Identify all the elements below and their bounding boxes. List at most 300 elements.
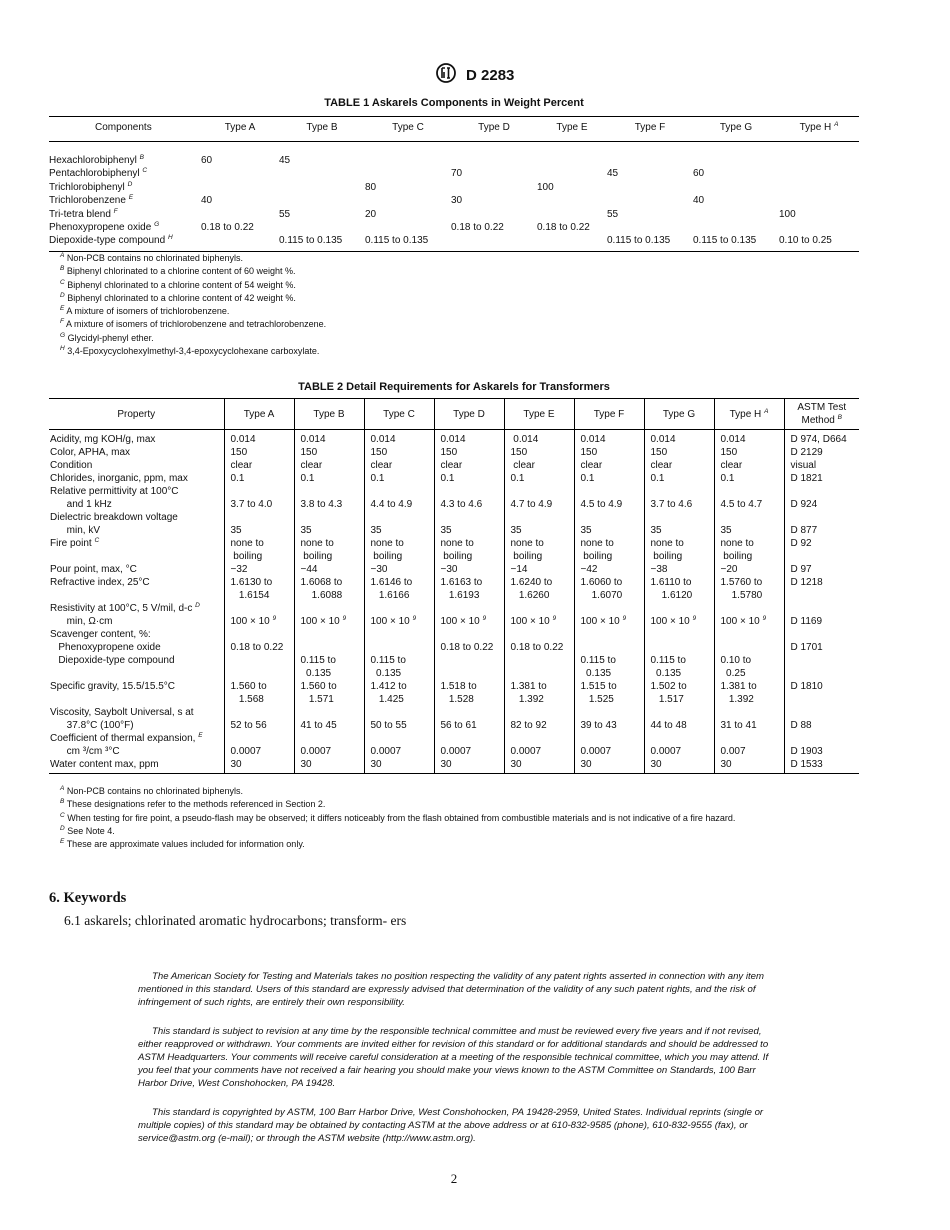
table2-cell: [784, 602, 859, 615]
table2-cell: [574, 667, 644, 680]
table2-cell: [224, 680, 294, 693]
table2-cell: [644, 654, 714, 667]
table1-cell: [201, 154, 279, 167]
table1-col-label: Type A: [224, 122, 256, 133]
table2-cell: [784, 485, 859, 498]
table2-cell: [434, 667, 504, 680]
table2-cell-value: 35: [650, 525, 662, 536]
table1-cell: [451, 221, 537, 234]
astm-logo-icon: [436, 63, 456, 88]
table2-cell-value: 0.135: [370, 668, 402, 679]
table2-cell: [224, 641, 294, 654]
table2-cell-value: D 877: [790, 525, 818, 536]
table1-row-label: [49, 221, 201, 234]
table1-cell-value: 20: [365, 208, 377, 220]
table2-cell-value: boiling: [230, 551, 263, 562]
table2-cell: [574, 563, 644, 576]
table2-cell-value: 0.014: [510, 434, 539, 445]
table2-cell-value: 1.6120: [650, 590, 693, 601]
table2-row: [49, 602, 859, 615]
table2-cell-value: clear: [300, 460, 323, 471]
table2-cell: [574, 602, 644, 615]
table2-cell: [364, 706, 434, 719]
table2-cell: [714, 576, 784, 589]
table2-cell: [364, 485, 434, 498]
table2-row: [49, 667, 859, 680]
table2-cell-value: none to: [720, 538, 754, 549]
table2-cell-value: 1.6240 to: [510, 577, 553, 588]
table2-row-name: Specific gravity, 15.5/15.5°C: [50, 681, 175, 692]
table2-cell-value: 150: [720, 447, 738, 458]
table1-cell: [451, 167, 537, 180]
table1-row-name: Phenoxypropene oxide: [49, 221, 152, 233]
table2-row-label: [49, 667, 224, 680]
table2-cell: [504, 745, 574, 758]
table2-cell-value: 30: [650, 759, 662, 770]
table2-footnote-text: When testing for fire point, a pseudo-flash may be observed; it differs noticeably from the flash obtained from combustible materials and is not indicative of a fire hazard.: [67, 812, 736, 823]
table2-cell: [504, 524, 574, 537]
table2-cell-value: 1.6060 to: [580, 577, 623, 588]
table2-row-label: [49, 576, 224, 589]
table2-cell: [714, 459, 784, 472]
table2-cell-value: 150: [440, 447, 458, 458]
table2-footnote-mark: C: [60, 811, 65, 819]
table2-cell-value: 1.392: [720, 694, 754, 705]
table2-row-name: Dielectric breakdown voltage: [50, 512, 178, 523]
table2-col-header: [504, 399, 574, 430]
table2-row: [49, 576, 859, 589]
table2-cell-value: 30: [720, 759, 732, 770]
table1-cell: [451, 194, 537, 207]
table2-cell-value: 4.5 to 4.9: [580, 499, 623, 510]
table2-footnote: [60, 825, 735, 838]
table2-cell-value: D 1533: [790, 759, 823, 770]
table2-cell-value: 52 to 56: [230, 720, 267, 731]
table2-cell-value: 1.528: [440, 694, 474, 705]
table2-cell: [364, 641, 434, 654]
table2-cell-value: boiling: [580, 551, 613, 562]
table1-footnote-mark: H: [60, 345, 65, 353]
table2-row-note: D: [195, 602, 200, 609]
table2-cell-value: 0.1: [580, 473, 595, 484]
table2-cell-value: 150: [580, 447, 598, 458]
table2-cell: [364, 732, 434, 745]
table2-row-name: min, Ω·cm: [50, 616, 113, 627]
table2-row-label: [49, 745, 224, 758]
table1-cell: [279, 194, 365, 207]
table2-cell: [644, 498, 714, 511]
table1-cell: [607, 154, 693, 167]
table2-cell: [714, 537, 784, 550]
table2-cell-value: D 1810: [790, 681, 823, 692]
table1-cell-value: 55: [607, 208, 619, 220]
table2-cell-value: 1.517: [650, 694, 684, 705]
table2-cell: [574, 693, 644, 706]
table2-cell: [504, 563, 574, 576]
table2-cell-value: 100 × 10: [510, 616, 550, 627]
table1-cell-value: 0.18 to 0.22: [451, 221, 504, 233]
table1-cell-value: 45: [279, 155, 291, 166]
table1-cell: [365, 167, 451, 180]
table2-cell: [574, 537, 644, 550]
table2-cell: [504, 693, 574, 706]
table2-cell-value: D 1821: [790, 473, 823, 484]
table2-row-label: [49, 485, 224, 498]
table2-footnote: [60, 838, 735, 851]
table1-col-header: [537, 117, 607, 142]
table2-cell-value: 4.7 to 4.9: [510, 499, 553, 510]
table1-cell: [779, 154, 859, 167]
table1-cell-value: 0.18 to 0.22: [201, 221, 254, 233]
table1-footnote-mark: G: [60, 331, 66, 339]
table2-cell: [644, 667, 714, 680]
table2-cell: [434, 641, 504, 654]
table2-cell: [504, 537, 574, 550]
table2-cell: [574, 589, 644, 602]
table2-cell-value: none to: [510, 538, 544, 549]
table2-row: [49, 459, 859, 472]
table2-cell: [784, 719, 859, 732]
table1-cell: [201, 167, 279, 180]
table2-row-name: Phenoxypropene oxide: [50, 642, 161, 653]
table1-footnote: [60, 318, 326, 331]
table2-col-header: [714, 399, 784, 430]
table2-cell: [224, 511, 294, 524]
table2-cell: [434, 693, 504, 706]
table2-cell-value: 3.7 to 4.0: [230, 499, 273, 510]
table2-cell: [294, 693, 364, 706]
table1-cell: [365, 221, 451, 234]
table1-cell: [693, 154, 779, 167]
table2-cell-value: 150: [300, 447, 318, 458]
table1-cell-value: 0.115 to 0.135: [279, 235, 343, 247]
table2-row-label: [49, 498, 224, 511]
table2-cell-value: 0.18 to 0.22: [230, 642, 284, 653]
table1-col-header: [279, 117, 365, 142]
table2-cell: [714, 485, 784, 498]
table2-row: [49, 511, 859, 524]
table2-cell: [434, 615, 504, 628]
table2-cell-value: 150: [650, 447, 668, 458]
table2-cell: [294, 641, 364, 654]
table1-cell: [693, 221, 779, 234]
table2-cell: [294, 680, 364, 693]
table2-cell-value: D 1169: [790, 616, 823, 627]
table2-cell: [784, 680, 859, 693]
table2-cell-value: none to: [230, 538, 264, 549]
table2-cell: [574, 430, 644, 447]
table1-col-header: [607, 117, 693, 142]
table2-row-note: E: [198, 732, 203, 739]
table2-cell: [784, 459, 859, 472]
table2-row-label: [49, 472, 224, 485]
table2-cell: [714, 654, 784, 667]
table1-row-label: [49, 181, 201, 194]
table2-cell-value: 1.6193: [440, 590, 480, 601]
table1-footnote: [60, 332, 326, 345]
table2-cell-value: 1.525: [580, 694, 614, 705]
table2-cell: [364, 628, 434, 641]
table1-row-name: Tri-tetra blend: [49, 208, 111, 220]
table2-row: [49, 537, 859, 550]
table2-row-label: [49, 511, 224, 524]
table2-cell-exponent: 9: [412, 615, 417, 622]
table2-cell: [434, 472, 504, 485]
table1-cell: [451, 154, 537, 167]
table2-cell: [784, 446, 859, 459]
table2-cell-value: 0.135: [650, 668, 682, 679]
table2-cell: [784, 576, 859, 589]
table2-cell: [434, 680, 504, 693]
table2-cell-value: boiling: [440, 551, 473, 562]
table2-cell: [294, 511, 364, 524]
table2-footnotes: [60, 785, 735, 851]
table2-footnote: [60, 798, 735, 811]
table2-cell: [504, 758, 574, 774]
table2-cell: [224, 667, 294, 680]
table2-cell: [714, 615, 784, 628]
table2-cell: [294, 430, 364, 447]
table2-cell: [644, 563, 714, 576]
table2-cell: [504, 602, 574, 615]
table2-cell: [714, 550, 784, 563]
table2-cell-value: 1.571: [300, 694, 334, 705]
table2-cell: [504, 706, 574, 719]
table2-cell: [224, 693, 294, 706]
table1-footnote: [60, 265, 326, 278]
table2-cell: [434, 719, 504, 732]
table2-cell: [294, 576, 364, 589]
table2-cell-value: 82 to 92: [510, 720, 547, 731]
table2-cell: [434, 602, 504, 615]
table2-row: [49, 550, 859, 563]
table2-col-label: ASTM Test Method: [797, 402, 847, 426]
table2-cell: [294, 524, 364, 537]
table2-cell: [364, 430, 434, 447]
table2-cell-value: 30: [580, 759, 592, 770]
table1-row-label: [49, 167, 201, 180]
table2-cell: [714, 472, 784, 485]
table2-row-name: Pour point, max, °C: [50, 564, 137, 575]
table1-cell: [279, 221, 365, 234]
table2-cell-value: clear: [650, 460, 673, 471]
table2-row: [49, 498, 859, 511]
table2-cell: [714, 524, 784, 537]
table2-cell-value: −14: [510, 564, 528, 575]
table2-cell: [574, 511, 644, 524]
table1-cell: [779, 194, 859, 207]
table2-cell-value: 100 × 10: [650, 616, 690, 627]
table1-cell: [537, 194, 607, 207]
table2-cell-value: −32: [230, 564, 248, 575]
table2-row-label: [49, 563, 224, 576]
table2-cell-value: 31 to 41: [720, 720, 757, 731]
table2-caption: TABLE 2 Detail Requirements for Askarels for Transformers: [298, 381, 610, 393]
table2-cell-value: 0.0007: [650, 746, 682, 757]
table2-cell-value: 30: [370, 759, 382, 770]
table2-row-name: Refractive index, 25°C: [50, 577, 150, 588]
table1-cell: [365, 154, 451, 167]
table2-cell: [294, 459, 364, 472]
table2-cell-value: none to: [370, 538, 404, 549]
table2-cell: [784, 511, 859, 524]
table1-col-header: [49, 117, 201, 142]
table2-cell: [364, 511, 434, 524]
table2-cell: [364, 719, 434, 732]
table2-cell: [364, 472, 434, 485]
table2-cell: [364, 680, 434, 693]
table1-row-label: [49, 154, 201, 167]
table2-cell-value: 1.6088: [300, 590, 343, 601]
table2-col-label: Type B: [313, 408, 345, 420]
table2-cell-value: 4.3 to 4.6: [440, 499, 483, 510]
table2-cell: [294, 615, 364, 628]
table2-cell-value: 4.4 to 4.9: [370, 499, 413, 510]
table2-row-label: [49, 732, 224, 745]
table2-cell-value: 1.6130 to: [230, 577, 273, 588]
table2-cell-value: none to: [650, 538, 684, 549]
table1-footnote-text: A mixture of isomers of trichlorobenzene and tetrachlorobenzene.: [66, 319, 327, 330]
table2-cell-value: 1.425: [370, 694, 404, 705]
table1-cell: [779, 181, 859, 194]
table2-cell: [574, 745, 644, 758]
table2-cell-value: 1.392: [510, 694, 544, 705]
table2-cell-value: boiling: [650, 551, 683, 562]
table1-cell: [537, 208, 607, 221]
table2-cell: [644, 615, 714, 628]
table2-cell-exponent: 9: [762, 615, 767, 622]
table2-row-name: Water content max, ppm: [50, 759, 159, 770]
table2-cell: [644, 472, 714, 485]
table1-footnote-text: Glycidyl-phenyl ether.: [67, 332, 154, 343]
table1-row-note: E: [128, 194, 134, 202]
table2-cell: [364, 498, 434, 511]
table2-cell: [364, 537, 434, 550]
table1-row: [49, 221, 859, 234]
table2-cell: [224, 732, 294, 745]
table2-cell: [714, 745, 784, 758]
table2-cell-exponent: 9: [692, 615, 697, 622]
table2-cell: [294, 628, 364, 641]
table2-cell-value: 1.6068 to: [300, 577, 343, 588]
table2-cell-value: 0.135: [300, 668, 332, 679]
table2-cell: [784, 472, 859, 485]
table2-cell-value: 1.6163 to: [440, 577, 483, 588]
table2-footnote-text: Non-PCB contains no chlorinated biphenyls.: [66, 786, 243, 796]
table2-row-name: Resistivity at 100°C, 5 V/mil, d-c: [50, 603, 193, 614]
table1-spacer-cell: [49, 142, 859, 155]
table1-row: [49, 167, 859, 180]
table2-cell: [784, 667, 859, 680]
table2-cell: [364, 563, 434, 576]
table2-cell-value: 30: [300, 759, 312, 770]
table2-cell: [294, 602, 364, 615]
table2-cell-exponent: 9: [552, 615, 557, 622]
table2-cell-value: 1.6154: [230, 590, 270, 601]
table2-cell-value: clear: [370, 460, 393, 471]
table2-cell: [294, 758, 364, 774]
table2-cell: [714, 446, 784, 459]
table2-cell: [504, 576, 574, 589]
table2-cell: [644, 524, 714, 537]
table1-cell: [607, 221, 693, 234]
table2-cell-value: 1.5780: [720, 590, 763, 601]
table2-cell: [574, 680, 644, 693]
table2-cell-value: −44: [300, 564, 318, 575]
table2-cell: [364, 524, 434, 537]
table1-cell: [451, 208, 537, 221]
table2-cell-value: 0.014: [650, 434, 676, 445]
table2-col-label: Type F: [593, 408, 625, 420]
table2-cell: [224, 524, 294, 537]
table2-cell-exponent: 9: [342, 615, 347, 622]
table2-row-name: Color, APHA, max: [50, 447, 131, 458]
table1-cell: [451, 234, 537, 251]
table2-cell-value: clear: [230, 460, 253, 471]
table2-footnote: [60, 812, 735, 825]
table1-row-name: Pentachlorobiphenyl: [49, 168, 140, 180]
table1-cell-value: 40: [693, 195, 705, 207]
table2-cell: [434, 758, 504, 774]
table2-cell-value: 1.560 to: [300, 681, 337, 692]
table2-row: [49, 563, 859, 576]
table1-col-label: Type H: [799, 122, 832, 133]
table2-row: [49, 745, 859, 758]
table2-cell: [784, 654, 859, 667]
table2-cell-value: 0.014: [720, 434, 746, 445]
table2-cell-value: 1.381 to: [510, 681, 547, 692]
table2-footnote-mark: A: [60, 785, 65, 792]
table1-cell: [365, 181, 451, 194]
table2-row-name: Coefficient of thermal expansion,: [50, 733, 196, 744]
table2-cell: [364, 745, 434, 758]
table2-row: [49, 680, 859, 693]
table2-cell-value: −30: [370, 564, 388, 575]
table2-col-note: A: [764, 407, 769, 415]
table1-row-name: Trichlorobiphenyl: [49, 181, 125, 193]
table2-cell: [504, 589, 574, 602]
table2-col-note: B: [837, 414, 842, 421]
table1-row: [49, 194, 859, 207]
table1-cell: [537, 167, 607, 180]
table1-cell: [201, 181, 279, 194]
table1-cell: [365, 234, 451, 251]
table1-row-note: C: [142, 167, 148, 175]
table1-footnote: [60, 292, 326, 305]
table2-cell: [784, 430, 859, 447]
table2-cell-value: 0.115 to: [300, 655, 336, 666]
table2-cell-value: 1.515 to: [580, 681, 617, 692]
table2-cell: [714, 430, 784, 447]
table1-cell: [279, 181, 365, 194]
table1-cell-value: 40: [201, 195, 213, 207]
table2-cell-value: 1.6260: [510, 590, 550, 601]
table2-cell: [574, 576, 644, 589]
table2-cell: [504, 732, 574, 745]
table2-cell-value: 100 × 10: [300, 616, 340, 627]
table2-row-label: [49, 628, 224, 641]
table2-cell-value: 35: [720, 525, 732, 536]
table2-cell: [504, 641, 574, 654]
table2-cell-value: 1.502 to: [650, 681, 687, 692]
table2-cell-value: 3.8 to 4.3: [300, 499, 343, 510]
table2-col-header: [574, 399, 644, 430]
table2-cell: [644, 706, 714, 719]
table1-row-note: F: [113, 207, 118, 215]
table2-cell-value: D 97: [790, 564, 812, 575]
table1-footnote-text: Biphenyl chlorinated to a chlorine content of 54 weight %.: [67, 279, 296, 290]
table1-cell: [201, 234, 279, 251]
